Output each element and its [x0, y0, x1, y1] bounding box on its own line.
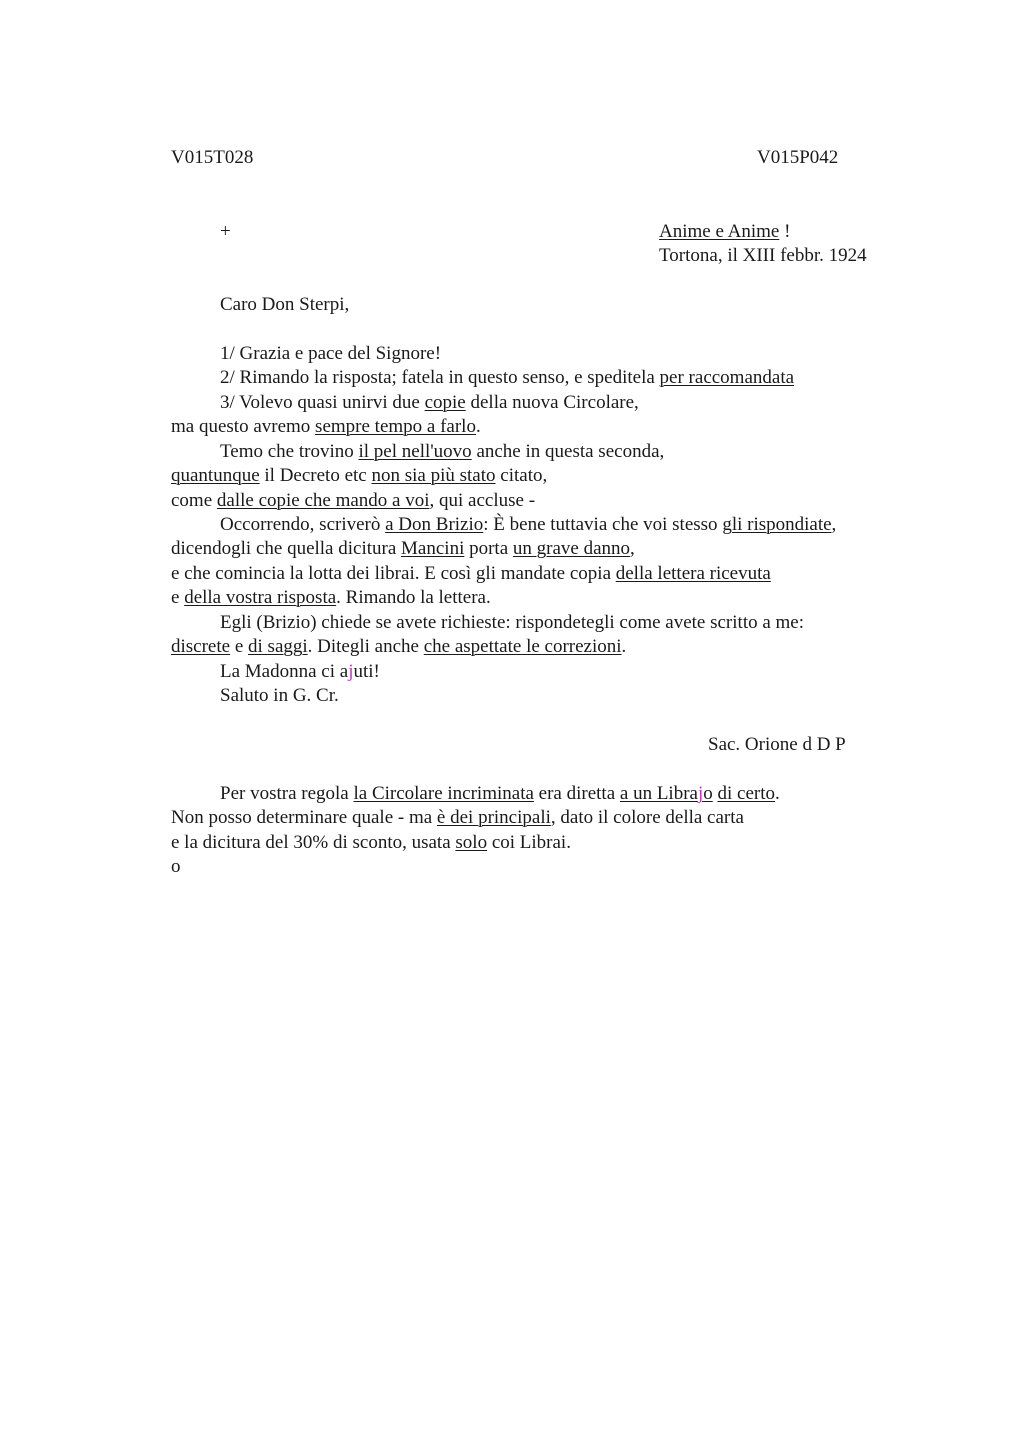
text-segment: e la dicitura del 30% di sconto, usata — [171, 832, 456, 853]
underlined-segment: di certo — [717, 783, 776, 804]
text-segment: ma questo avremo — [171, 416, 316, 437]
letter-line-11 — [171, 586, 491, 610]
underlined-segment: un grave danno — [512, 538, 631, 559]
underlined-segment: a Don Brizio — [385, 514, 484, 535]
postscript-line-2 — [171, 806, 744, 830]
motto — [659, 220, 790, 244]
text-segment: uti! — [353, 661, 380, 682]
underlined-segment: di saggi — [248, 636, 308, 657]
underlined-segment: il pel nell'uovo — [358, 441, 472, 462]
underlined-segment: sempre tempo a farlo — [315, 416, 476, 437]
underlined-segment: Mancini — [401, 538, 465, 559]
text-segment: era diretta — [533, 783, 620, 804]
underlined-segment: gli rispondiate — [722, 514, 832, 535]
underlined-segment: dalle copie che mando a voi — [216, 490, 430, 511]
text-segment: . Ditegli anche — [307, 636, 424, 657]
text-segment: La Madonna ci a — [220, 661, 349, 682]
text-segment: Temo che trovino — [220, 441, 359, 462]
text-segment: 3/ Volevo quasi unirvi due — [220, 392, 425, 413]
letter-line-13 — [171, 635, 626, 659]
text-segment: come — [171, 490, 217, 511]
text-segment: coi Librai. — [487, 832, 571, 853]
underlined-segment — [620, 783, 713, 804]
letter-line-12: Egli (Brizio) chiede se avete richieste: rispondetegli come avete scritto a me: — [220, 612, 805, 633]
place-date: Tortona, il XIII febbr. 1924 — [659, 245, 867, 266]
text-segment: . — [475, 416, 481, 437]
letter-line-5 — [220, 440, 664, 464]
letter-line-4 — [171, 415, 481, 439]
document-code-right: V015P042 — [757, 147, 839, 168]
cross-mark: + — [220, 221, 231, 242]
text-segment: a un Libra — [619, 783, 698, 804]
motto-tail: ! — [779, 221, 791, 242]
text-segment: Occorrendo, scriverò — [220, 514, 386, 535]
text-segment: , — [630, 538, 635, 559]
postscript-line-3 — [171, 831, 571, 855]
underlined-segment: è dei principali — [436, 807, 551, 828]
postscript-line-1 — [220, 782, 780, 806]
document-code-left: V015T028 — [171, 147, 254, 168]
signature: Sac. Orione d D P — [708, 734, 846, 755]
underlined-segment: che aspettate le correzioni — [423, 636, 622, 657]
postscript-line-4: o — [171, 856, 181, 877]
letter-line-2 — [220, 366, 794, 390]
text-segment: . — [775, 783, 780, 804]
greeting: Caro Don Sterpi, — [220, 294, 350, 315]
text-segment: , qui accluse - — [429, 490, 536, 511]
underlined-segment: quantunque — [171, 465, 260, 486]
text-segment: e — [171, 587, 185, 608]
text-segment: citato, — [495, 465, 548, 486]
underlined-segment: copie — [424, 392, 466, 413]
text-segment: o — [703, 783, 713, 804]
text-segment: e che comincia la lotta dei librai. E così gli mandate copia — [171, 563, 616, 584]
letter-line-9 — [171, 537, 635, 561]
letter-line-8 — [220, 513, 836, 537]
text-segment: 2/ Rimando la risposta; fatela in questo senso, e speditela — [220, 367, 660, 388]
text-segment: porta — [464, 538, 513, 559]
underlined-segment: la Circolare incriminata — [353, 783, 534, 804]
letter-line-14 — [220, 660, 380, 684]
letter-line-6 — [171, 464, 547, 488]
letter-line-15: Saluto in G. Cr. — [220, 685, 339, 706]
text-segment: il Decreto etc — [259, 465, 372, 486]
text-segment: . Rimando la lettera. — [336, 587, 491, 608]
underlined-segment: per raccomandata — [659, 367, 795, 388]
text-segment: Per vostra regola — [220, 783, 354, 804]
underlined-segment: discrete — [171, 636, 231, 657]
text-segment: , dato il colore della carta — [550, 807, 744, 828]
underlined-segment: della vostra risposta — [184, 587, 337, 608]
letter-line-10 — [171, 562, 771, 586]
text-segment: . — [621, 636, 627, 657]
underlined-segment: solo — [455, 832, 488, 853]
text-segment: della nuova Circolare, — [465, 392, 639, 413]
text-segment: e — [230, 636, 249, 657]
text-segment: , — [831, 514, 837, 535]
letter-line-7 — [171, 489, 535, 513]
underlined-segment: non sia più stato — [371, 465, 496, 486]
text-segment: Non posso determinare quale - ma — [171, 807, 437, 828]
letter-line-3 — [220, 391, 639, 415]
motto-underlined: Anime e Anime — [659, 221, 780, 242]
text-segment: : È bene tuttavia che voi stesso — [483, 514, 723, 535]
correction-mark: j — [697, 783, 704, 804]
correction-mark: j — [348, 661, 354, 682]
text-segment: anche in questa seconda, — [471, 441, 665, 462]
underlined-segment: della lettera ricevuta — [615, 563, 771, 584]
letter-line-1: 1/ Grazia e pace del Signore! — [220, 343, 442, 364]
text-segment: dicendogli che quella dicitura — [171, 538, 402, 559]
